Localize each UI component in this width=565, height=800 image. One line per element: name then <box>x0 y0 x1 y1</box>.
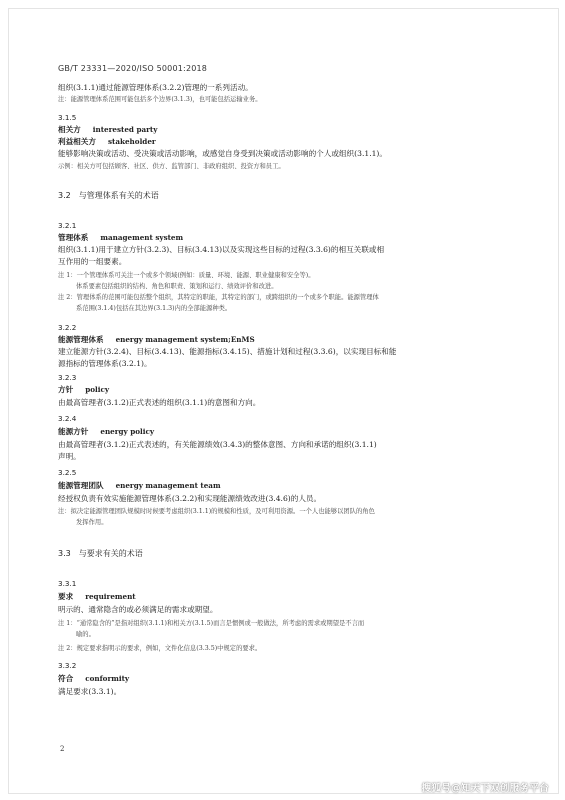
clause-number: 3.2.1 <box>58 221 77 230</box>
definition-text: 明示的、通常隐含的或必须满足的需求或期望。 <box>58 605 218 614</box>
clause-number: 3.2.5 <box>58 468 77 477</box>
definition-text: 满足要求(3.3.1)。 <box>58 687 122 696</box>
clause-number: 3.2.2 <box>58 323 77 332</box>
note-text: 注 2：管理体系的范围可能包括整个组织，其特定的职能，其特定的部门，或跨组织的一个或多个职能。能源管理体 <box>58 294 379 301</box>
term-chinese: 方针 <box>58 385 74 394</box>
term-chinese: 相关方 <box>58 125 81 134</box>
term-entry <box>58 480 221 491</box>
term-english: management system <box>100 233 184 242</box>
definition-text: 经授权负责有效实施能源管理体系(3.2.2)和实现能源绩效改进(3.4.6)的人员。 <box>58 494 322 503</box>
term-chinese: 要求 <box>58 592 74 601</box>
example-text: 示例：相关方可包括顾客、社区、供方、监管部门、非政府组织、投资方和员工。 <box>58 163 285 170</box>
term-english: interested party <box>92 125 158 134</box>
note-text: 注：拟决定能源管理团队规模时时候要考虑组织(3.1.1)的规模和性质，及可利用资源。一个人也能够以团队的角色 <box>58 508 375 515</box>
clause-number: 3.1.5 <box>58 113 77 122</box>
clause-number: 3.2.4 <box>58 414 77 423</box>
term-english: energy management system;EnMS <box>115 335 255 344</box>
clause-number: 3.2.3 <box>58 373 77 382</box>
section-title: 与要求有关的术语 <box>78 549 143 558</box>
term-chinese: 符合 <box>58 674 74 683</box>
term-entry <box>58 232 183 243</box>
term-entry <box>58 136 156 147</box>
watermark: 搜狐号@知天下双创服务平台 <box>421 783 549 794</box>
clause-number: 3.3.1 <box>58 579 77 588</box>
term-english: requirement <box>85 592 136 601</box>
term-chinese: 能源方针 <box>58 427 89 436</box>
standard-header: GB/T 23331—2020/ISO 50001:2018 <box>58 64 208 73</box>
definition-text: 由最高管理者(3.1.2)正式表述的组织(3.1.1)的意图和方向。 <box>58 398 261 407</box>
page-number: 2 <box>60 745 65 753</box>
section-number: 3.3 <box>58 549 71 558</box>
note-text: 发挥作用。 <box>76 519 108 526</box>
term-english: stakeholder <box>107 137 156 146</box>
body-text: 组织(3.1.1)通过能源管理体系(3.2.2)管理的一系列活动。 <box>58 83 253 92</box>
definition-text: 源指标的管理体系(3.2.1)。 <box>58 359 152 368</box>
term-english: policy <box>85 385 110 394</box>
term-entry <box>58 673 129 684</box>
section-heading <box>58 548 143 559</box>
note-text: 喻的。 <box>76 631 95 638</box>
term-english: energy management team <box>115 481 221 490</box>
definition-text: 由最高管理者(3.1.2)正式表述的，有关能源绩效(3.4.3)的整体意图、方向和承诺的组织(3.1.1) <box>58 440 377 449</box>
note-text: 注 1：“通常隐含的”是指对组织(3.1.1)和相关方(3.1.5)而言是惯例或一般做法，所考虑的需求或期望是不言而 <box>58 620 365 627</box>
definition-text: 互作用的一组要素。 <box>58 257 127 266</box>
section-heading <box>58 190 159 201</box>
term-entry <box>58 334 255 345</box>
term-chinese: 利益相关方 <box>58 137 96 146</box>
note-text: 注 2：规定要求指明示的要求，例如，文件化信息(3.3.5)中规定的要求。 <box>58 645 262 652</box>
term-chinese: 能源管理体系 <box>58 335 104 344</box>
term-entry <box>58 384 109 395</box>
term-english: conformity <box>85 674 130 683</box>
clause-number: 3.3.2 <box>58 661 77 670</box>
note-text: 体系要素包括组织的结构、角色和职责、策划和运行、绩效评价和改进。 <box>76 283 278 290</box>
term-english: energy policy <box>100 427 155 436</box>
note-text: 注：能源管理体系范围可能包括多个边界(3.1.3)，也可能包括运输业务。 <box>58 96 262 103</box>
term-chinese: 管理体系 <box>58 233 89 242</box>
note-text: 系范围(3.1.4)包括在其边界(3.1.3)内的全部能源种类。 <box>76 305 232 312</box>
term-entry <box>58 426 154 437</box>
note-text: 注 1：一个管理体系可关注一个或多个领域(例如：质量、环境、能源、职业健康和安全等)。 <box>58 272 315 279</box>
definition-text: 声明。 <box>58 452 81 461</box>
section-title: 与管理体系有关的术语 <box>78 191 159 200</box>
term-entry <box>58 591 136 602</box>
section-number: 3.2 <box>58 191 71 200</box>
definition-text: 能够影响决策或活动、受决策或活动影响，或感觉自身受到决策或活动影响的个人或组织(3.1.1)。 <box>58 149 387 158</box>
definition-text: 建立能源方针(3.2.4)、目标(3.4.13)、能源指标(3.4.15)、措施计划和过程(3.3.6)，以实现目标和能 <box>58 347 397 356</box>
definition-text: 组织(3.1.1)用于建立方针(3.2.3)、目标(3.4.13)以及实现这些目标的过程(3.3.6)的相互关联或相 <box>58 245 385 254</box>
term-entry <box>58 124 157 135</box>
term-chinese: 能源管理团队 <box>58 481 104 490</box>
